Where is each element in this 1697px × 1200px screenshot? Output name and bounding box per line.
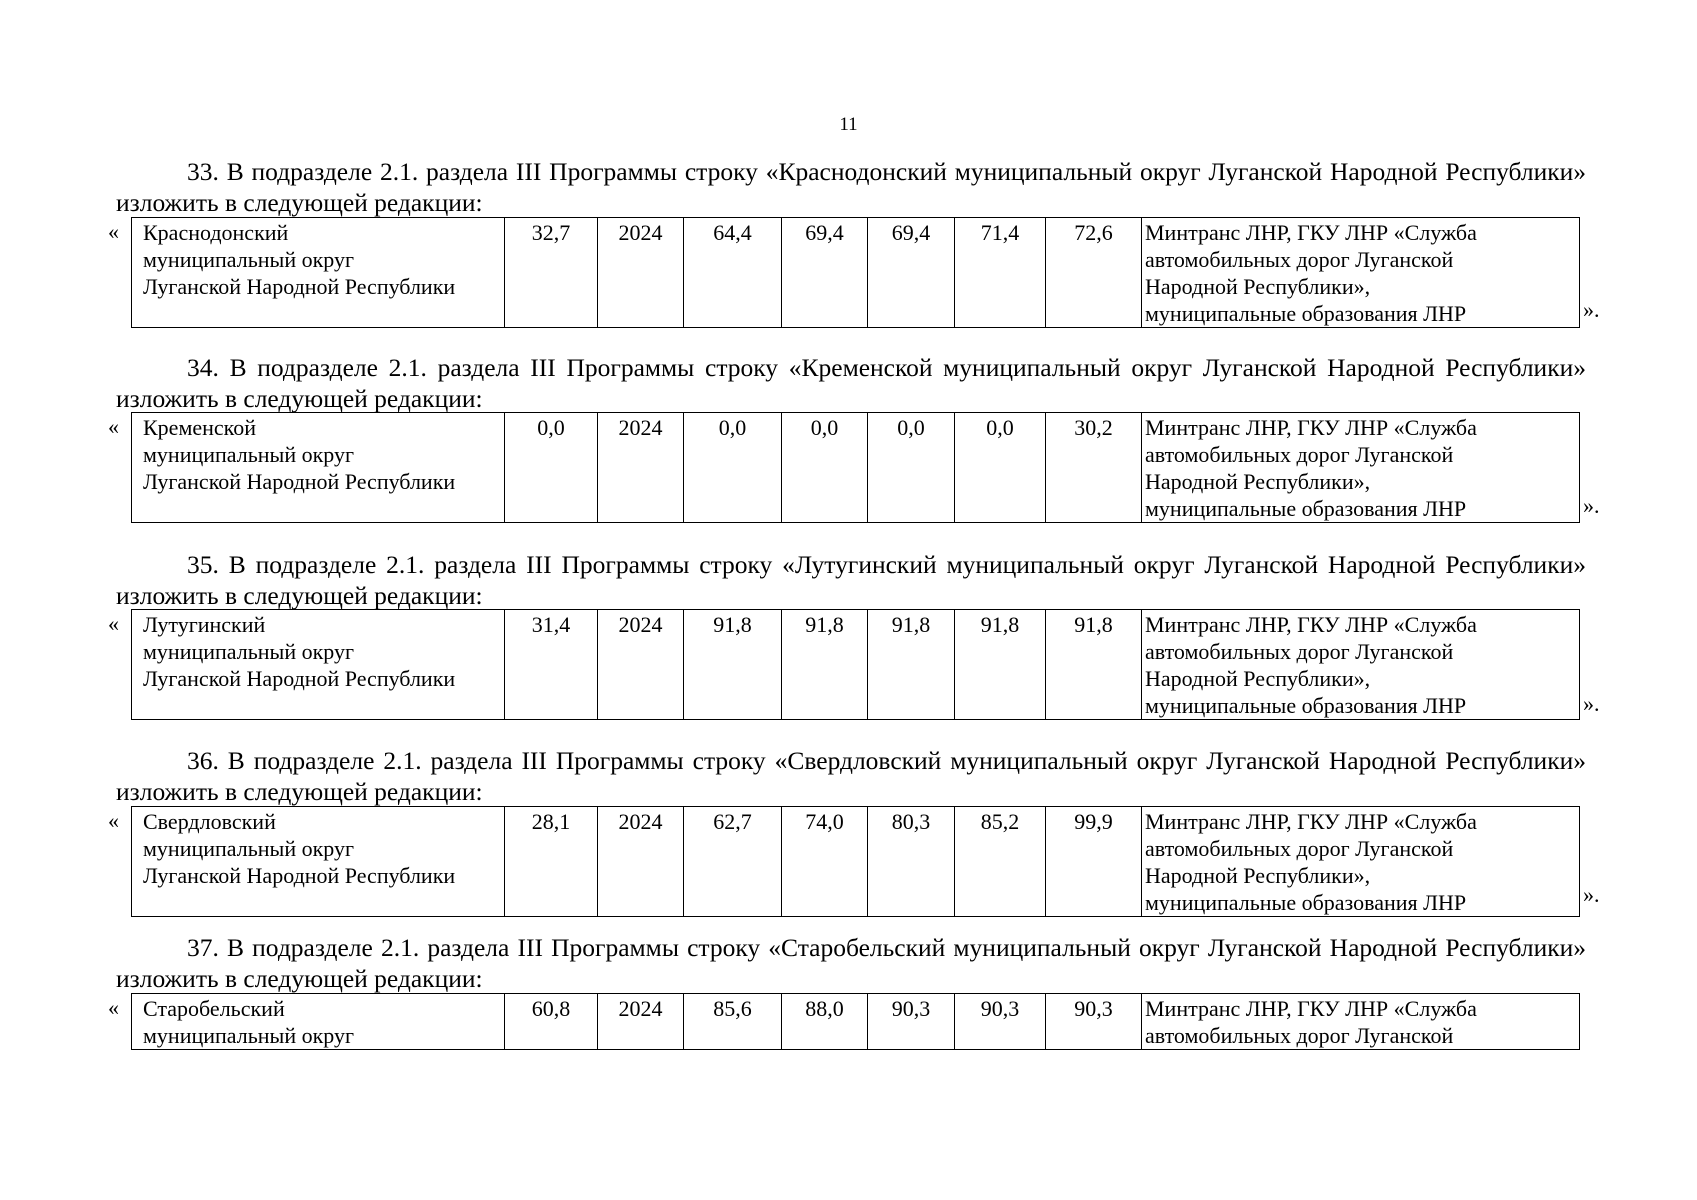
value-cell: 91,8 <box>684 610 782 720</box>
executor-line: Минтранс ЛНР, ГКУ ЛНР «Служба <box>1145 612 1477 637</box>
value-cell: 31,4 <box>505 610 598 720</box>
value-cell: 0,0 <box>505 413 598 523</box>
executor-line: Народной Республики», <box>1145 666 1371 691</box>
municipality-name-cell <box>132 610 505 720</box>
value-cell: 2024 <box>598 413 684 523</box>
amendment-paragraph <box>116 156 1586 218</box>
table-row <box>132 218 1580 328</box>
closing-quote: ». <box>1583 882 1600 907</box>
municipality-name-line: Луганской Народной Республики <box>143 469 456 494</box>
value-cell: 90,3 <box>868 994 955 1050</box>
page-number: 11 <box>839 114 858 135</box>
executor-line: автомобильных дорог Луганской <box>1145 442 1454 467</box>
value-cell: 30,2 <box>1046 413 1142 523</box>
municipality-name-line: муниципальный округ <box>143 247 355 272</box>
amendment-text: 34. В подразделе 2.1. раздела III Программы строку «Кременской муниципальный округ Луганской Народной Республики» изложить в следующей редакции: <box>116 353 1586 413</box>
executor-line: автомобильных дорог Луганской <box>1145 836 1454 861</box>
municipality-name-line: Луганской Народной Республики <box>143 863 456 888</box>
executor-line: Минтранс ЛНР, ГКУ ЛНР «Служба <box>1145 996 1477 1021</box>
value-cell: 64,4 <box>684 218 782 328</box>
executor-line: автомобильных дорог Луганской <box>1145 639 1454 664</box>
amendment-table <box>131 217 1580 328</box>
executor-cell <box>1142 994 1580 1050</box>
value-cell: 60,8 <box>505 994 598 1050</box>
value-cell: 0,0 <box>782 413 868 523</box>
municipality-name-line: муниципальный округ <box>143 1023 355 1048</box>
amendment-table <box>131 609 1580 720</box>
value-cell: 2024 <box>598 807 684 917</box>
municipality-name-line: муниципальный округ <box>143 639 355 664</box>
opening-quote: « <box>108 995 119 1020</box>
executor-line: Минтранс ЛНР, ГКУ ЛНР «Служба <box>1145 415 1477 440</box>
municipality-name-cell <box>132 218 505 328</box>
amendment-table <box>131 993 1580 1050</box>
executor-cell <box>1142 413 1580 523</box>
amendment-paragraph <box>116 745 1586 807</box>
executor-line: автомобильных дорог Луганской <box>1145 1023 1454 1048</box>
opening-quote: « <box>108 611 119 636</box>
amendment-table <box>131 412 1580 523</box>
value-cell: 80,3 <box>868 807 955 917</box>
value-cell: 74,0 <box>782 807 868 917</box>
value-cell: 91,8 <box>1046 610 1142 720</box>
table-row <box>132 413 1580 523</box>
value-cell: 62,7 <box>684 807 782 917</box>
opening-quote: « <box>108 414 119 439</box>
executor-cell <box>1142 610 1580 720</box>
amendment-paragraph <box>116 549 1586 611</box>
value-cell: 28,1 <box>505 807 598 917</box>
value-cell: 0,0 <box>684 413 782 523</box>
value-cell: 2024 <box>598 610 684 720</box>
value-cell: 0,0 <box>955 413 1046 523</box>
closing-quote: ». <box>1583 493 1600 518</box>
amendment-paragraph <box>116 352 1586 414</box>
amendment-table <box>131 806 1580 917</box>
executor-line: муниципальные образования ЛНР <box>1145 890 1467 915</box>
value-cell: 99,9 <box>1046 807 1142 917</box>
table-row <box>132 610 1580 720</box>
amendment-text: 37. В подразделе 2.1. раздела III Программы строку «Старобельский муниципальный округ Луганской Народной Республики» изложить в следующей редакции: <box>116 933 1586 993</box>
value-cell: 90,3 <box>955 994 1046 1050</box>
value-cell: 71,4 <box>955 218 1046 328</box>
municipality-name-line: Луганской Народной Республики <box>143 666 456 691</box>
municipality-name-line: Старобельский <box>143 996 285 1021</box>
executor-line: Народной Республики», <box>1145 469 1371 494</box>
closing-quote: ». <box>1583 691 1600 716</box>
executor-line: Минтранс ЛНР, ГКУ ЛНР «Служба <box>1145 220 1477 245</box>
value-cell: 85,6 <box>684 994 782 1050</box>
value-cell: 72,6 <box>1046 218 1142 328</box>
value-cell: 90,3 <box>1046 994 1142 1050</box>
value-cell: 0,0 <box>868 413 955 523</box>
value-cell: 91,8 <box>955 610 1046 720</box>
value-cell: 91,8 <box>868 610 955 720</box>
municipality-name-cell <box>132 413 505 523</box>
municipality-name-line: муниципальный округ <box>143 836 355 861</box>
executor-line: Народной Республики», <box>1145 863 1371 888</box>
value-cell: 85,2 <box>955 807 1046 917</box>
executor-cell <box>1142 807 1580 917</box>
executor-line: автомобильных дорог Луганской <box>1145 247 1454 272</box>
municipality-name-line: Краснодонский <box>143 220 289 245</box>
executor-line: муниципальные образования ЛНР <box>1145 301 1467 326</box>
amendment-text: 35. В подразделе 2.1. раздела III Программы строку «Лутугинский муниципальный округ Луганской Народной Республики» изложить в следующей редакции: <box>116 550 1586 610</box>
value-cell: 32,7 <box>505 218 598 328</box>
value-cell: 91,8 <box>782 610 868 720</box>
opening-quote: « <box>108 808 119 833</box>
executor-line: муниципальные образования ЛНР <box>1145 496 1467 521</box>
amendment-text: 36. В подразделе 2.1. раздела III Программы строку «Свердловский муниципальный округ Луганской Народной Республики» изложить в следующей редакции: <box>116 746 1586 806</box>
executor-line: Народной Республики», <box>1145 274 1371 299</box>
amendment-text: 33. В подразделе 2.1. раздела III Программы строку «Краснодонский муниципальный округ Луганской Народной Республики» изложить в следующей редакции: <box>116 157 1586 217</box>
closing-quote: ». <box>1583 297 1600 322</box>
municipality-name-line: Луганской Народной Республики <box>143 274 456 299</box>
municipality-name-cell <box>132 994 505 1050</box>
municipality-name-cell <box>132 807 505 917</box>
value-cell: 2024 <box>598 218 684 328</box>
amendment-paragraph <box>116 932 1586 994</box>
table-row <box>132 807 1580 917</box>
municipality-name-line: Лутугинский <box>143 612 266 637</box>
value-cell: 69,4 <box>868 218 955 328</box>
executor-cell <box>1142 218 1580 328</box>
executor-line: муниципальные образования ЛНР <box>1145 693 1467 718</box>
value-cell: 88,0 <box>782 994 868 1050</box>
value-cell: 2024 <box>598 994 684 1050</box>
municipality-name-line: муниципальный округ <box>143 442 355 467</box>
municipality-name-line: Кременской <box>143 415 257 440</box>
opening-quote: « <box>108 219 119 244</box>
table-row <box>132 994 1580 1050</box>
municipality-name-line: Свердловский <box>143 809 276 834</box>
executor-line: Минтранс ЛНР, ГКУ ЛНР «Служба <box>1145 809 1477 834</box>
value-cell: 69,4 <box>782 218 868 328</box>
